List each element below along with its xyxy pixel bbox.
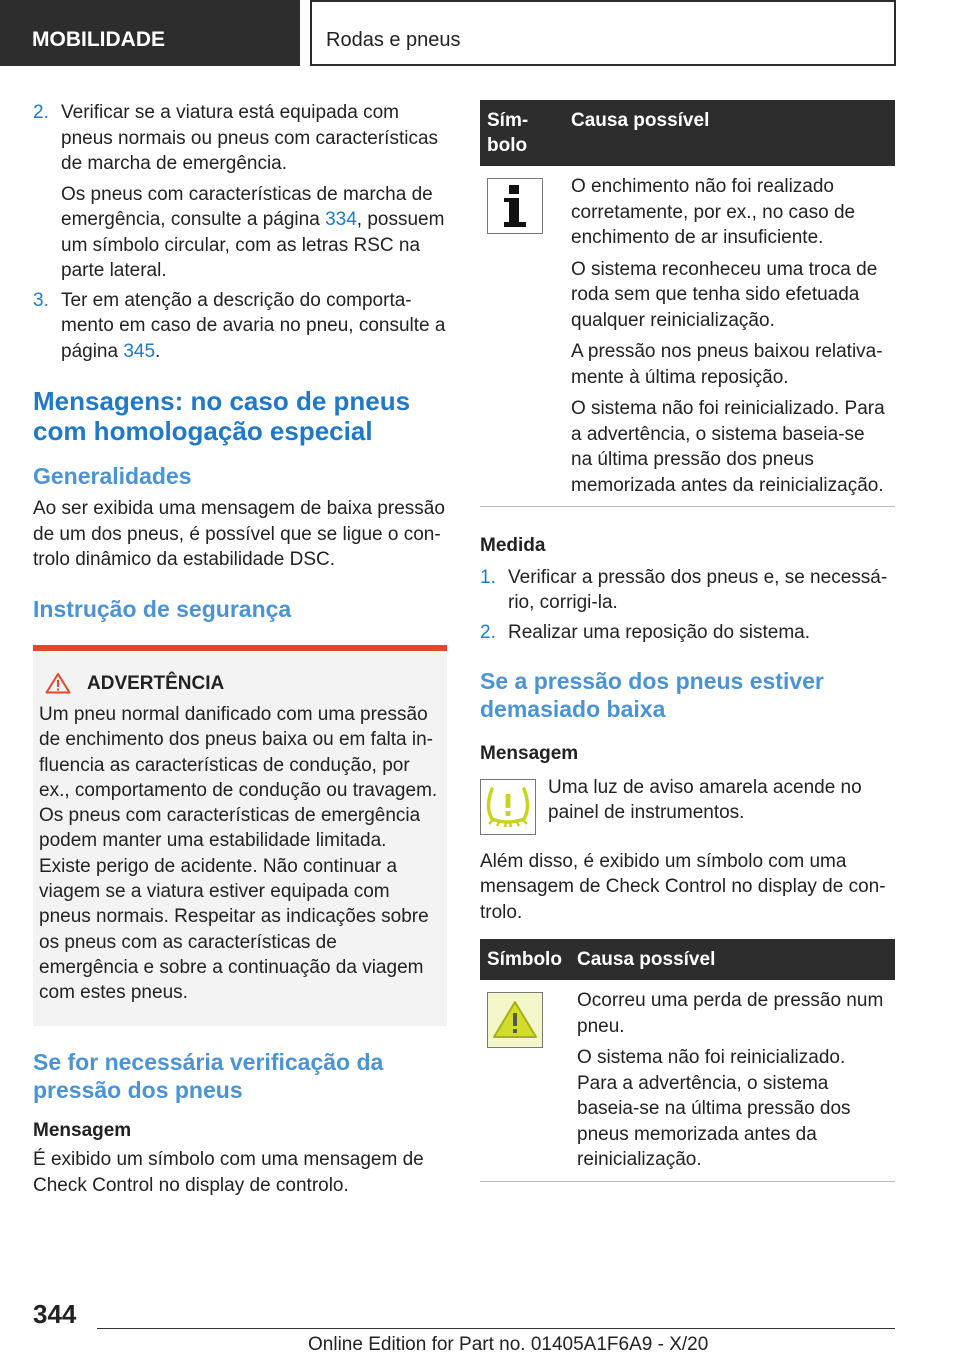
page-link-334[interactable]: 334 [325,209,357,230]
heading-check-pressure: Se for necessária verificação da pressão dos pneus [33,1048,384,1103]
table-row [480,980,895,1181]
message-label: Mensagem [33,1119,132,1141]
step-text: Verificar a pressão dos pneus e, se necessário, corrigi-la. [508,566,888,613]
heading-safety: Instrução de segurança [33,595,292,622]
warning-box [33,645,447,1026]
warning-title: ADVERTÊNCIA [39,671,439,697]
edition-text: Online Edition for Part no. 01405A1F6A9 - X/20 [308,1334,709,1355]
heading-general: Generalidades [33,463,192,489]
tire-pressure-warning-icon [480,779,536,835]
table-header [480,939,895,980]
info-icon [487,178,543,234]
general-text: Ao ser exibida uma mensagem de baixa pressão de um dos pneus, é possível que se ligue o controlo dinâmico da estabilidade DSC. [33,498,445,570]
col-cause: Causa possível [564,100,895,166]
extra-text: Além disso, é exibido um símbolo com uma mensagem de Check Control no display de controlo. [480,850,886,923]
heading-low-pressure: Se a pressão dos pneus estiver demasiado baixa [480,668,824,722]
warning-triangle-icon [487,992,543,1048]
page-link-345[interactable]: 345 [123,340,156,362]
warning-triangle-icon [45,672,71,694]
step-number: 1. [480,566,496,588]
step-text: Realizar uma reposição do sistema. [508,621,811,643]
measure-step-2 [480,620,895,646]
message-text: É exibido um símbolo com uma mensagem de Check Control no display de controlo. [33,1149,424,1196]
col-symbol: Símbolo [480,100,564,166]
step-text: Verificar se a viatura está equipada com pneus normais ou pneus com características de marcha de emergência. [61,102,439,174]
measure-step-1 [480,565,895,616]
table-header [480,100,895,166]
cause-table-2 [480,939,895,1182]
table-row [480,166,895,507]
step-2 [33,100,447,284]
step-text: Os pneus com características de marcha de emergência, consulte a página 334, possuem um símbolo circular, com as letras RSC na parte lateral. [61,183,445,281]
cause-text: Ocorreu uma perda de pressão num pneu. [577,990,884,1037]
cause-text: O sistema não foi reinicializado. Para a advertência, o sistema baseia-se na última pressão dos pneus memorizada antes da reinicialização. [577,1047,851,1170]
cause-text: O sistema não foi reinicializado. Para a advertência, o sistema baseia-se na última pressão dos pneus memorizada antes da reinicialização. [571,398,885,496]
message-label: Mensagem [480,743,579,764]
step-number: 3. [33,289,49,311]
footer-divider [97,1328,895,1329]
warning-text: Um pneu normal danificado com uma pressão de enchimento dos pneus baixa ou em falta influencia as características de condução, por ex., comportamento de condução ou travagem. Os pneus com características de emergência podem manter uma estabilidade limitada. Existe perigo de acidente. Não continuar a viagem se a viatura estiver equipada com pneus normais. Respeitar as indicações sobre os pneus com as características de emergência e sobre a continuação da viagem com estes pneus. [39,704,438,1004]
col-symbol: Símbolo [480,939,570,980]
cause-text: O enchimento não foi realizado corretamente, por ex., no caso de enchimento de ar insuficiente. [571,176,856,248]
page-header [0,0,960,66]
cause-text: O sistema reconheceu uma troca de roda sem que tenha sido efetuada qualquer reinicialização. [571,258,878,331]
page-number: 344 [33,1299,77,1329]
step-3 [33,288,447,365]
step-number: 2. [33,102,49,123]
step-text: Ter em atenção a descrição do comportamento em caso de avaria no pneu, consulte a página 345. [61,289,446,362]
cause-text: A pressão nos pneus baixou relativamente à última reposição. [571,341,883,388]
cause-table-1 [480,100,895,507]
heading-special-tyres: Mensagens: no caso de pneus com homologação especial [33,386,411,446]
right-column [480,100,895,1182]
step-number: 2. [480,621,496,643]
section-tab: MOBILIDADE [0,0,300,66]
message-text: Uma luz de aviso amarela acende no painel de instrumentos. [548,776,862,823]
left-column [33,100,447,1198]
chapter-tab [310,0,896,66]
message-row [480,775,895,835]
measure-label: Medida [480,535,546,556]
chapter-title: Rodas e pneus [312,2,894,64]
col-cause: Causa possível [570,939,895,980]
